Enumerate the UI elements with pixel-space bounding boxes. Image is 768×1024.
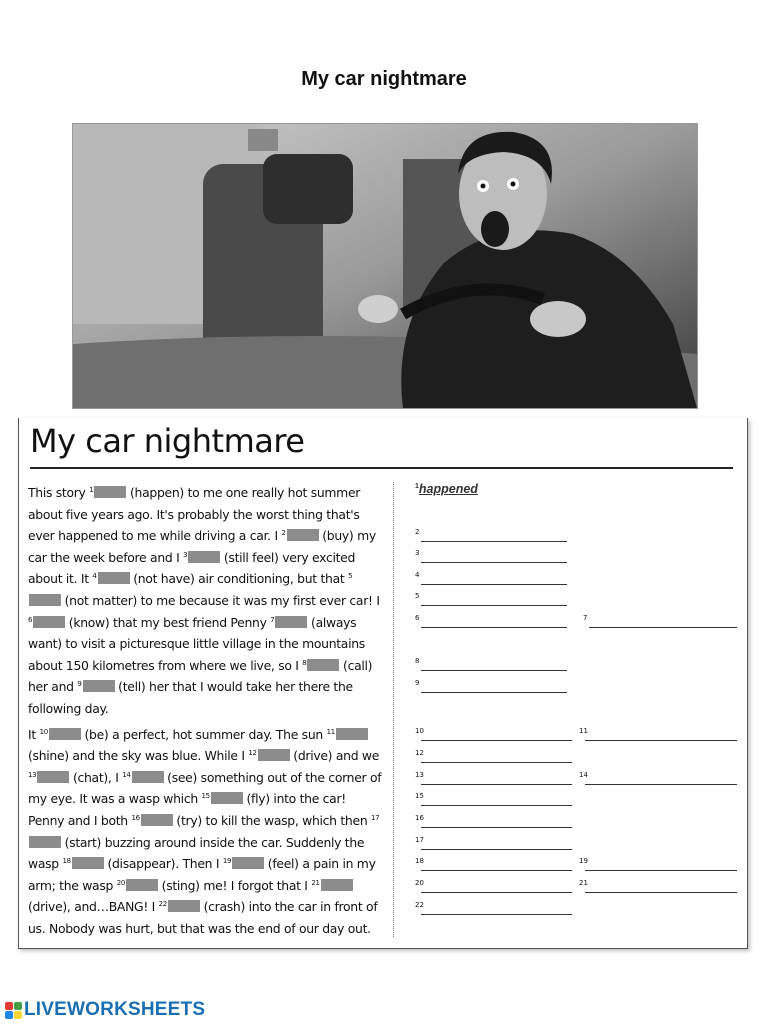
story-text-segment: (start) buzzing around inside the car. Suddenly the wasp xyxy=(28,834,365,872)
blank-number: 15 xyxy=(201,792,210,801)
gap-blank xyxy=(275,616,307,628)
gap-blank xyxy=(29,594,61,606)
story-text-segment: (drive), and…BANG! I xyxy=(28,899,159,915)
answer-line[interactable] xyxy=(421,670,567,671)
blank-number: 19 xyxy=(222,856,232,865)
story-text-segment: (be) a perfect, hot summer day. The sun xyxy=(80,726,327,742)
answer-field-13[interactable] xyxy=(415,771,572,785)
liveworksheets-logo: LIVEWORKSHEETS xyxy=(4,998,205,1022)
answer-field-7[interactable] xyxy=(583,614,737,628)
story-text-segment: (crash) into the car in front of us. Nobody was hurt, but that was the end of our day out. xyxy=(28,899,378,936)
blank-number: 20 xyxy=(116,878,126,887)
worksheet-title: My car nightmare xyxy=(30,422,305,460)
answer-number: 16 xyxy=(415,814,424,822)
answer-number: 20 xyxy=(415,879,424,887)
answer-field-19[interactable] xyxy=(579,857,737,871)
title-rule xyxy=(30,467,733,469)
driver-photo xyxy=(72,123,698,409)
story-text xyxy=(28,482,383,943)
answer-line[interactable] xyxy=(589,627,737,628)
answer-number: 17 xyxy=(415,836,424,844)
answer-field-12[interactable] xyxy=(415,749,572,763)
story-text-segment: (shine) and the sky was blue. While I xyxy=(28,748,249,764)
gap-blank xyxy=(141,814,173,826)
gap-blank xyxy=(37,771,69,783)
blank-number: 21 xyxy=(311,878,320,887)
blank-number: 16 xyxy=(131,813,140,822)
gap-blank xyxy=(126,879,158,891)
answer-line[interactable] xyxy=(421,605,567,606)
answer-number: 7 xyxy=(583,614,588,622)
gap-blank xyxy=(168,900,200,912)
blank-number: 17 xyxy=(371,813,380,822)
answer-line[interactable] xyxy=(421,740,572,741)
story-text-segment: (try) to kill the wasp, which then xyxy=(172,812,372,828)
answer-number: 14 xyxy=(579,771,588,779)
answer-field-22[interactable] xyxy=(415,901,572,915)
story-text-segment: (buy) my car the week before and I xyxy=(28,528,376,565)
example-answer: $^1$happened xyxy=(415,482,478,496)
logo-icon xyxy=(4,1001,22,1019)
blank-number: 9 xyxy=(77,680,82,689)
blank-number: 1 xyxy=(89,485,94,494)
answer-field-20[interactable] xyxy=(415,879,572,893)
answer-line[interactable] xyxy=(421,914,572,915)
story-paragraph-1 xyxy=(28,482,383,720)
story-text-segment: (chat), I xyxy=(69,769,123,785)
blank-number: 22 xyxy=(158,900,167,909)
gap-blank xyxy=(188,551,220,563)
answer-number: 5 xyxy=(415,592,420,600)
answer-number: 19 xyxy=(579,857,588,865)
gap-blank xyxy=(33,616,65,628)
answer-line[interactable] xyxy=(421,562,567,563)
blank-number: 11 xyxy=(326,727,335,736)
answer-number: 8 xyxy=(415,657,420,665)
story-text-segment: (see) something out of the corner of my eye. It was a wasp which xyxy=(28,769,382,807)
answer-field-5[interactable] xyxy=(415,592,567,606)
answer-number: 6 xyxy=(415,614,420,622)
gap-blank xyxy=(232,857,264,869)
story-text-segment: (call) her and xyxy=(28,657,373,695)
gap-blank xyxy=(49,728,81,740)
blank-number: 7 xyxy=(270,615,275,624)
answer-line[interactable] xyxy=(421,849,572,850)
gap-blank xyxy=(211,792,243,804)
blank-number: 5 xyxy=(348,572,353,581)
blank-number: 14 xyxy=(122,770,131,779)
answer-line[interactable] xyxy=(421,692,567,693)
answer-number: 9 xyxy=(415,679,420,687)
answer-number: 21 xyxy=(579,879,588,887)
answer-line[interactable] xyxy=(421,805,572,806)
answer-line[interactable] xyxy=(421,784,572,785)
answer-field-9[interactable] xyxy=(415,679,567,693)
gap-blank xyxy=(132,771,164,783)
answer-field-10[interactable] xyxy=(415,727,572,741)
answer-line[interactable] xyxy=(421,584,567,585)
answer-field-14[interactable] xyxy=(579,771,737,785)
gap-blank xyxy=(258,749,290,761)
answer-field-18[interactable] xyxy=(415,857,572,871)
blank-number: 3 xyxy=(183,550,188,559)
story-text-segment: It xyxy=(28,726,40,742)
gap-blank xyxy=(29,836,61,848)
answer-number: 18 xyxy=(415,857,424,865)
story-paragraph-2 xyxy=(28,724,383,940)
answer-number: 4 xyxy=(415,571,420,579)
blank-number: 8 xyxy=(302,658,307,667)
answer-field-3[interactable] xyxy=(415,549,567,563)
gap-blank xyxy=(307,659,339,671)
story-text-segment: (not matter) to me because it was my first ever car! I xyxy=(61,592,380,608)
answer-number: 2 xyxy=(415,528,420,536)
answer-line[interactable] xyxy=(421,541,567,542)
answer-number: 22 xyxy=(415,901,424,909)
blank-number: 12 xyxy=(248,749,257,757)
answer-field-8[interactable] xyxy=(415,657,567,671)
story-text-segment: (sting) me! I forgot that I xyxy=(158,877,312,893)
blank-number: 6 xyxy=(28,615,33,624)
column-divider xyxy=(393,482,394,937)
answer-line[interactable] xyxy=(585,784,737,785)
answer-line[interactable] xyxy=(585,892,737,893)
story-text-segment: This story xyxy=(28,485,90,500)
answer-number: 13 xyxy=(415,771,424,779)
answer-line[interactable] xyxy=(585,870,737,871)
blank-number: 10 xyxy=(39,727,48,736)
gap-blank xyxy=(98,572,130,584)
story-text-segment: (happen) to me one really hot summer about five years ago. It's probably the worst thing that's ever happened to me while driving a car. I xyxy=(28,485,361,544)
answer-field-6[interactable] xyxy=(415,614,567,628)
answer-line[interactable] xyxy=(421,892,572,893)
blank-number: 13 xyxy=(28,770,37,779)
answer-number: 15 xyxy=(415,792,424,800)
answer-field-21[interactable] xyxy=(579,879,737,893)
answer-number: 10 xyxy=(415,727,424,735)
story-text-segment: (still feel) very excited about it. It xyxy=(28,549,356,587)
answer-field-2[interactable] xyxy=(415,528,567,542)
blank-number: 18 xyxy=(62,856,71,865)
answer-number: 3 xyxy=(415,549,420,557)
blank-number: 4 xyxy=(92,572,97,581)
answer-line[interactable] xyxy=(421,627,567,628)
gap-blank xyxy=(336,728,368,740)
gap-blank xyxy=(321,879,353,891)
answer-number: 12 xyxy=(415,749,424,757)
answer-field-17[interactable] xyxy=(415,836,572,850)
answer-field-16[interactable] xyxy=(415,814,572,828)
page-title: My car nightmare xyxy=(301,68,467,90)
blank-number: 2 xyxy=(281,529,286,538)
worksheet xyxy=(18,418,748,949)
answer-number: 11 xyxy=(579,727,588,735)
answer-line[interactable] xyxy=(585,740,737,741)
story-text-segment: (disappear). Then I xyxy=(103,856,223,872)
gap-blank xyxy=(94,486,126,498)
gap-blank xyxy=(72,857,104,869)
story-text-segment: (know) that my best friend Penny xyxy=(65,614,271,630)
answer-line[interactable] xyxy=(421,827,572,828)
story-text-segment: (drive) and we xyxy=(289,748,380,764)
story-text-segment: (not have) air conditioning, but that xyxy=(129,571,349,587)
story-text-segment: (fly) into the car! Penny and I both xyxy=(28,791,346,828)
story-text-segment: (always want) to visit a picturesque little village in the mountains about 150 kilometres from where we live, so I xyxy=(28,614,365,673)
answer-line[interactable] xyxy=(421,870,572,871)
story-text-segment: (tell) her that I would take her there the following day. xyxy=(28,679,353,716)
gap-blank xyxy=(287,529,319,541)
gap-blank xyxy=(83,680,115,692)
answer-line[interactable] xyxy=(421,762,572,763)
driver-photo-illustration xyxy=(73,124,697,408)
story-text-segment: (feel) a pain in my arm; the wasp xyxy=(28,856,376,893)
answer-field-15[interactable] xyxy=(415,792,572,806)
answer-field-4[interactable] xyxy=(415,571,567,585)
answer-field-11[interactable] xyxy=(579,727,737,741)
